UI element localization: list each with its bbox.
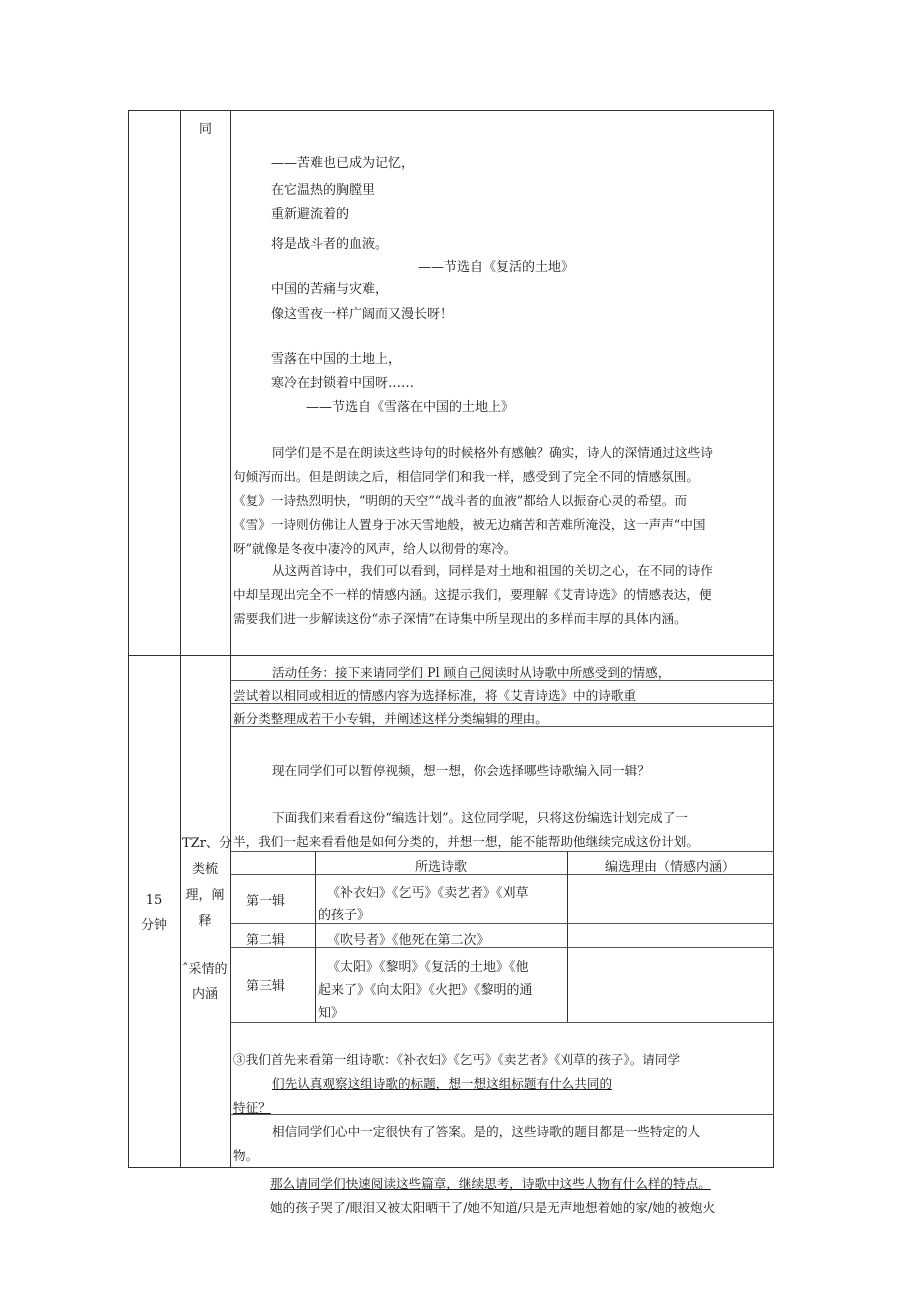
follow-up-question: 那么请同学们快速阅读这些篇章，继续思考，诗歌中这些人物有什么样的特点。 bbox=[270, 1176, 711, 1191]
q1-line bbox=[230, 1114, 774, 1115]
poem-line: 中国的苦痛与灾难， bbox=[271, 282, 389, 297]
table-border-top bbox=[128, 110, 774, 111]
plan-row-poems: 《补衣妇》《乞丐》《卖艺者》《刈草 bbox=[327, 886, 529, 901]
plan-line: 半，我们一起来看看他是如何分类的，并想一想，能不能帮助他继续完成这份计划。 bbox=[233, 834, 699, 849]
poem-line: 在它温热的胸膛里 bbox=[271, 183, 376, 198]
plan-row-poems: 《太阳》《黎明》《复活的土地》《他 bbox=[327, 960, 529, 975]
para-line: 需要我们进一步解读这份“赤子深情”在诗集中所呈现出的多样而丰厚的具体内涵。 bbox=[233, 611, 687, 626]
plan-row-poems: 《吹号者》《他死在第二次》 bbox=[327, 933, 490, 948]
col2-label: 同 bbox=[199, 122, 213, 137]
plan-table-row-2-bottom bbox=[230, 947, 774, 948]
poem-line: 寒冷在封锁着中国呀…… bbox=[271, 376, 415, 391]
poem-line: 重新避流着的 bbox=[271, 207, 350, 222]
poem-line: 雪落在中国的土地上， bbox=[271, 352, 402, 367]
poem-source: ——节选自《复活的土地》 bbox=[418, 260, 575, 275]
plan-row-name: 第二辑 bbox=[246, 933, 286, 948]
poem-source: ——节选自《雪落在中国的土地上》 bbox=[306, 400, 515, 415]
table-col-divider-1 bbox=[180, 110, 181, 1168]
plan-row-poems: 起来了》《向太阳》《火把》《黎明的通 bbox=[318, 983, 533, 998]
para-line: 句倾泻而出。但是朗读之后，相信同学们和我一样，感受到了完全不同的情感氛围。 bbox=[233, 469, 699, 484]
plan-row-name: 第三辑 bbox=[246, 979, 286, 994]
stage-line: 释 bbox=[198, 914, 212, 929]
stage-line: ˆ采情的 bbox=[182, 962, 228, 977]
stage-line: 理，阐 bbox=[185, 888, 225, 903]
para-line: 呀”就像是冬夜中凄冷的风声，给人以彻骨的寒冷。 bbox=[233, 541, 517, 556]
answer-line: 物。 bbox=[233, 1148, 259, 1163]
time-value: 15 bbox=[145, 893, 163, 908]
q1-line: 们先认真观察这组诗歌的标题，想一想这组标题有什么共同的 bbox=[272, 1076, 613, 1091]
plan-header-poems: 所选诗歌 bbox=[414, 860, 467, 875]
q1-line: ③我们首先来看第一组诗歌：《补衣妇》《乞丐》《卖艺者》《刈草的孩子》。请同学 bbox=[233, 1052, 681, 1067]
poem-line: 像这雪夜一样广阔而又漫长呀！ bbox=[271, 307, 454, 322]
plan-table-row-3-bottom bbox=[230, 1022, 774, 1023]
poem-line: ——苦难也已成为记忆， bbox=[271, 156, 415, 171]
para-line: 从这两首诗中，我们可以看到，同样是对土地和祖国的关切之心，在不同的诗作 bbox=[272, 563, 713, 578]
stage-line: 类梳 bbox=[191, 862, 218, 877]
answer-line: 相信同学们心中一定很快有了答案。是的，这些诗歌的题目都是一些特定的人 bbox=[272, 1124, 701, 1139]
para-line: 同学们是不是在朗读这些诗句的时候格外有感触？确实，诗人的深情通过这些诗 bbox=[272, 445, 713, 460]
stage-line: TZr、分 bbox=[182, 836, 232, 851]
plan-table-col-1 bbox=[315, 851, 316, 1022]
table-col-divider-2a bbox=[230, 110, 231, 655]
time-unit: 分钟 bbox=[140, 918, 167, 933]
plan-table-col-2 bbox=[567, 851, 568, 1022]
task-line: 新分类整理成若干小专辑，并阐述这样分类编辑的理由。 bbox=[233, 711, 548, 726]
task-line: 尝试着以相同或相近的情感内容为选择标准，将《艾青诗选》中的诗歌重 bbox=[233, 688, 636, 703]
table-row-divider bbox=[128, 655, 774, 656]
task-line: 活动任务：接下来请同学们 Pl 顾自己阅读时从诗歌中所感受到的情感， bbox=[272, 665, 671, 680]
q1-line: 特征？ bbox=[233, 1100, 271, 1115]
table-col-divider-2b bbox=[230, 655, 231, 1168]
plan-row-poems: 知》 bbox=[318, 1006, 345, 1021]
plan-line: 下面我们来看看这份“编选计划”。这位同学呢，只将这份编选计划完成了一 bbox=[272, 810, 688, 825]
plan-row-name: 第一辑 bbox=[246, 894, 286, 909]
poem-line: 将是战斗者的血液。 bbox=[271, 237, 389, 252]
plan-header-reason: 编选理由（情感内涵） bbox=[604, 860, 735, 875]
para-line: 《雪》一诗则仿佛让人置身于冰天雪地般，被无边痛苦和苦难所淹没，这一声声“中国 bbox=[233, 517, 706, 532]
plan-row-poems: 的孩子》 bbox=[318, 908, 371, 923]
poem-excerpt: 她的孩子哭了/眼泪又被太阳晒干了/她不知道/只是无声地想着她的家/她的被炮火 bbox=[270, 1200, 716, 1215]
para-line: 《复》一诗热烈明快，“明朗的天空”“战斗者的血液”都给人以振奋心灵的希望。而 bbox=[233, 493, 687, 508]
stage-line: 内涵 bbox=[191, 987, 218, 1002]
table-border-bottom bbox=[128, 1167, 774, 1168]
table-border-right bbox=[773, 110, 774, 1168]
plan-line bbox=[230, 851, 774, 852]
pause-prompt: 现在同学们可以暂停视频，想一想，你会选择哪些诗歌编入同一辑？ bbox=[272, 763, 650, 778]
para-line: 中却呈现出完全不一样的情感内涵。这提示我们，要理解《艾青诗选》的情感表达，便 bbox=[233, 587, 712, 602]
table-border-left bbox=[128, 110, 129, 1168]
plan-table-row-1-bottom bbox=[230, 923, 774, 924]
